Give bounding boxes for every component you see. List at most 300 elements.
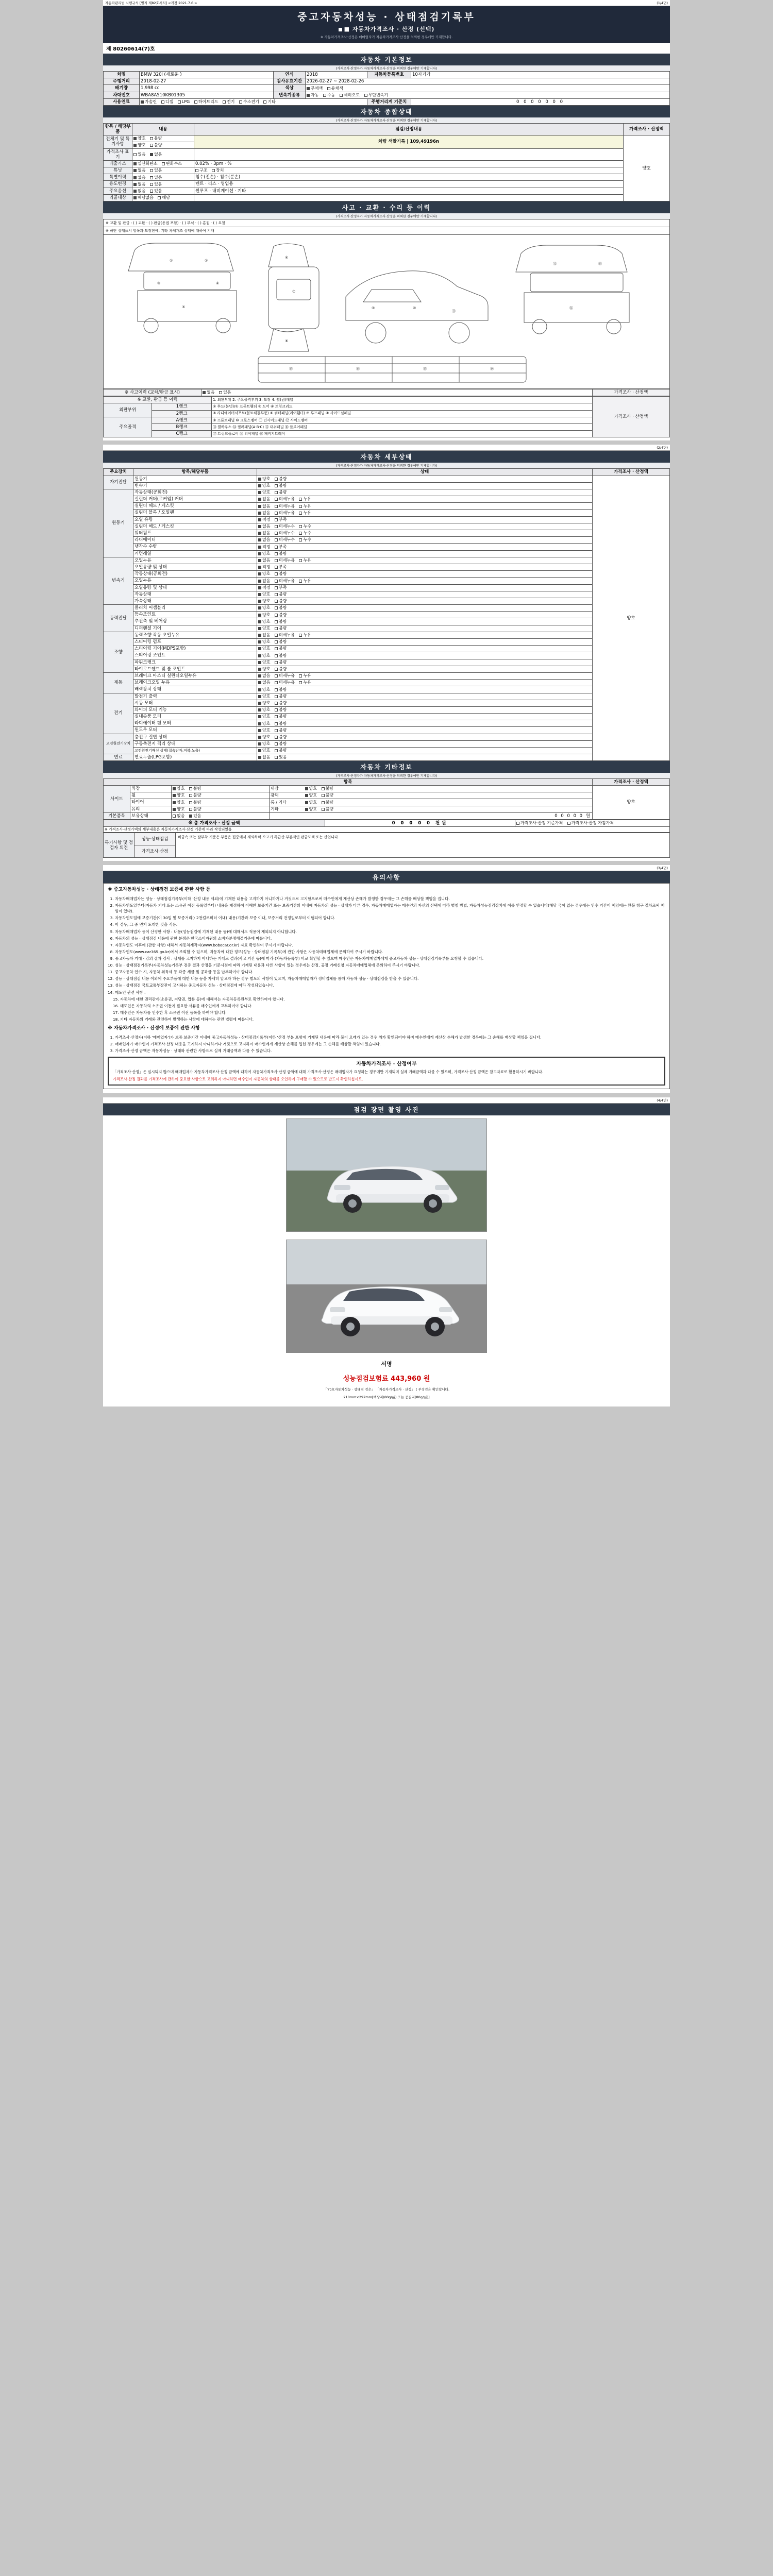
checkbox-power-3-a[interactable]: 양호	[258, 626, 270, 631]
checkbox-engine-7-c[interactable]: 누수	[299, 537, 311, 543]
checkbox-icon	[189, 794, 192, 797]
opts-overall-2	[132, 148, 194, 160]
checkbox-engine-3-a[interactable]: 없음	[258, 511, 270, 516]
checkbox-tuning-device[interactable]: 장치	[212, 168, 224, 173]
checkbox-trans2-4-b[interactable]: 부족	[275, 585, 287, 590]
checkbox-overall-1-0[interactable]: 양호	[133, 143, 145, 148]
checkbox-icon	[299, 559, 302, 562]
checkbox-elec-0-b[interactable]: 불량	[275, 694, 287, 699]
row-label-overall-2: 가격조사 표기	[104, 148, 132, 160]
checkbox-icon	[133, 196, 137, 199]
group-transmission: 변속기	[104, 557, 133, 604]
label-odometer: 주행거리계 기준치	[367, 98, 411, 105]
car-damage-diagram[interactable]	[103, 234, 670, 389]
checkbox-engine-2-a[interactable]: 없음	[258, 504, 270, 509]
checkbox-overall-6-1[interactable]: 있음	[150, 182, 162, 187]
checkbox-trans2-3-b[interactable]: 미세누유	[275, 579, 295, 584]
checkbox-other-0b-b[interactable]: 불량	[322, 786, 333, 791]
group-frame: 주요골격	[104, 417, 152, 437]
checkbox-elec-3-a[interactable]: 양호	[258, 714, 270, 719]
section-note-basic: (가격조사·산정자가 자동차가격조사·산정을 의뢰한 경우에만 기재합니다)	[103, 65, 670, 71]
item-engine-7: 라디에이터	[133, 537, 257, 544]
col-overall-1: 내용	[132, 123, 194, 135]
checkbox-overall-3-0[interactable]: 일산화탄소	[133, 161, 158, 166]
checkbox-power-1-b[interactable]: 불량	[275, 613, 287, 618]
checkbox-brake-1-c[interactable]: 누유	[299, 680, 311, 685]
checkbox-engine-0-a[interactable]: 양호	[258, 490, 270, 495]
checkbox-power-3-b[interactable]: 불량	[275, 626, 287, 631]
checkbox-elec-5-b[interactable]: 불량	[275, 728, 287, 733]
checkbox-trans2-5-a[interactable]: 양호	[258, 592, 270, 597]
item-other-2: 타이어	[130, 799, 172, 806]
checkbox-elec-2-b[interactable]: 불량	[275, 707, 287, 713]
checkbox-other-1-b[interactable]: 불량	[189, 793, 201, 798]
checkbox-hv-2-b[interactable]: 불량	[275, 748, 287, 753]
checkbox-icon	[263, 100, 266, 104]
checkbox-icon	[258, 715, 261, 718]
checkbox-trans2-0-c[interactable]: 누유	[299, 558, 311, 563]
checkbox-engine-6-a[interactable]: 없음	[258, 531, 270, 536]
checkbox-fuelleak-b[interactable]: 있음	[275, 755, 287, 760]
checkbox-overall-5-1[interactable]: 있음	[150, 175, 162, 180]
notice-item: 6. 자동차의 성능 · 상태점검 내용에 관한 분쟁은 한국소비자원의 소비자분쟁해결기준에 따릅니다.	[115, 936, 665, 941]
checkbox-tuning-structure[interactable]: 구조	[195, 168, 207, 173]
checkbox-elec-1-b[interactable]: 불량	[275, 701, 287, 706]
group-highvoltage: 고전원전기장치	[104, 734, 133, 754]
checkbox-engine-8-a[interactable]: 적정	[258, 545, 270, 550]
page-subtitle: ■ 자동차가격조사 · 산정 (선택)	[103, 25, 670, 33]
price-value: 443,960 원	[391, 1375, 430, 1383]
checkbox-icon	[305, 808, 308, 811]
notice-box	[103, 883, 670, 1089]
value-overall-2	[194, 148, 624, 160]
checkbox-icon	[258, 647, 261, 650]
checkbox-selfdiag-0-bad[interactable]: 불량	[275, 477, 287, 482]
checkbox-elec-3-b[interactable]: 불량	[275, 714, 287, 719]
checkbox-icon	[275, 546, 278, 549]
checkbox-engine-8-b[interactable]: 부족	[275, 545, 287, 550]
checkbox-overall-0-0[interactable]: 양호	[133, 136, 145, 141]
checkbox-engine-6-c[interactable]: 누수	[299, 531, 311, 536]
checkbox-basic-yes[interactable]: 있음	[189, 814, 201, 819]
checkbox-icon	[275, 559, 278, 562]
opts-overall-1	[132, 142, 194, 148]
svg-text:②: ②	[205, 259, 208, 263]
checkbox-steer-4-b[interactable]: 불량	[275, 660, 287, 665]
table-exchange-history	[103, 396, 670, 437]
item-elec-2: 와이퍼 모터 기능	[133, 706, 257, 713]
checkbox-overall-4-0[interactable]: 없음	[133, 168, 145, 173]
opts-fuel-0	[257, 754, 593, 760]
checkbox-engine-4-a[interactable]: 적정	[258, 517, 270, 522]
checkbox-other-3-a[interactable]: 양호	[173, 807, 184, 812]
opts-trans-2	[257, 571, 593, 578]
page3-header-bar	[103, 865, 670, 871]
checkbox-icon	[516, 822, 519, 825]
checkbox-engine-0-b[interactable]: 불량	[275, 490, 287, 495]
checkbox-icon	[275, 478, 278, 481]
checkbox-icon	[299, 505, 302, 508]
checkbox-steer-4-a[interactable]: 양호	[258, 660, 270, 665]
checkbox-engine-3-c[interactable]: 누유	[299, 511, 311, 516]
checkbox-icon	[275, 586, 278, 589]
checkbox-brake-1-a[interactable]: 없음	[258, 680, 270, 685]
checkbox-icon	[322, 794, 325, 797]
checkbox-other-2-b[interactable]: 불량	[189, 800, 201, 805]
opts-steer-4	[257, 659, 593, 666]
checkbox-icon	[275, 688, 278, 691]
checkbox-power-1-a[interactable]: 양호	[258, 613, 270, 618]
row-label-overall-3: 배출가스	[104, 160, 132, 167]
rank-frame-b: B랭크	[152, 423, 212, 430]
value-overall-odo: 차량 색깔기록 | 109,49196n	[194, 135, 624, 148]
title-description: ※ 자동차가격조사·산정은 매매업자가 자동차가격조사·산정을 의뢰한 경우에만 기재합니다.	[320, 35, 453, 39]
row-label-overall-0: 전체기 및 특기사항	[104, 135, 132, 148]
checkbox-other-1-a[interactable]: 양호	[173, 793, 184, 798]
opts-engine-9	[257, 550, 593, 557]
checkbox-trans2-3-a[interactable]: 없음	[258, 579, 270, 584]
item-trans-4: 오일유량 및 상태	[133, 584, 257, 591]
checkbox-steer-1-a[interactable]: 양호	[258, 639, 270, 645]
col-overall-2: 점검/산정내용	[194, 123, 624, 135]
checkbox-icon	[258, 580, 261, 583]
checkbox-icon	[299, 532, 302, 535]
checkbox-icon	[258, 722, 261, 725]
checkbox-hv-1-b[interactable]: 불량	[275, 741, 287, 747]
checkbox-other-3b-b[interactable]: 불량	[322, 807, 333, 812]
table-total-price	[103, 820, 670, 833]
checkbox-hv-0-b[interactable]: 불량	[275, 735, 287, 740]
checkbox-engine-7-b[interactable]: 미세누수	[275, 537, 295, 543]
checkbox-selfdiag-1-good[interactable]: 양호	[258, 483, 270, 488]
document-number: 제 80260614(7)호	[106, 46, 155, 52]
checkbox-steer-5-b[interactable]: 불량	[275, 667, 287, 672]
item-trans-6: 가속상태	[133, 598, 257, 604]
label-first-reg: 주행거리	[104, 78, 140, 85]
checkbox-icon	[258, 606, 261, 609]
opts-brake-2	[257, 686, 593, 693]
checkbox-color-1[interactable]: 유채색	[327, 86, 343, 91]
checkbox-other-3b-a[interactable]: 양호	[305, 807, 317, 812]
checkbox-icon	[275, 566, 278, 569]
checkbox-other-0-b[interactable]: 불량	[189, 786, 201, 791]
checkbox-trans2-1-b[interactable]: 부족	[275, 565, 287, 570]
checkbox-icon	[258, 729, 261, 732]
checkbox-fuel-3[interactable]: 하이브리드	[194, 99, 219, 105]
checkbox-other-0b-a[interactable]: 양호	[305, 786, 317, 791]
label-year: 연식	[274, 72, 306, 78]
value-color	[306, 85, 670, 92]
item-engine-6: 워터펌프	[133, 530, 257, 537]
checkbox-overall-8-1[interactable]: 해당	[158, 195, 170, 200]
checkbox-fuel-6[interactable]: 기타	[263, 99, 275, 105]
checkbox-power-0-b[interactable]: 불량	[275, 605, 287, 611]
checkbox-steer-3-a[interactable]: 양호	[258, 653, 270, 658]
checkbox-selfdiag-1-bad[interactable]: 불량	[275, 483, 287, 488]
checkbox-icon	[173, 801, 176, 804]
checkbox-steer-1-b[interactable]: 불량	[275, 639, 287, 645]
checkbox-icon	[275, 715, 278, 718]
checkbox-fuel-0[interactable]: 가솔린	[141, 99, 157, 105]
opts-elec-3	[257, 714, 593, 720]
checkbox-engine-9-a[interactable]: 양호	[258, 551, 270, 556]
checkbox-icon	[258, 559, 261, 562]
checkbox-overall-7-0[interactable]: 없음	[133, 189, 145, 194]
checkbox-elec-5-a[interactable]: 양호	[258, 728, 270, 733]
checkbox-steer-5-a[interactable]: 양호	[258, 667, 270, 672]
checkbox-trans2-6-a[interactable]: 양호	[258, 599, 270, 604]
page-4	[103, 1097, 670, 1406]
checkbox-engine-1-a[interactable]: 없음	[258, 497, 270, 502]
item-elec-0: 발전기 출력	[133, 693, 257, 700]
checkbox-hv-1-a[interactable]: 양호	[258, 741, 270, 747]
checkbox-other-0-a[interactable]: 양호	[173, 786, 184, 791]
checkbox-overall-1-1[interactable]: 불량	[150, 143, 162, 148]
checkbox-trans2-4-a[interactable]: 적정	[258, 585, 270, 590]
checkbox-overall-0-1[interactable]: 불량	[150, 136, 162, 141]
checkbox-icon	[275, 681, 278, 684]
checkbox-icon	[307, 94, 310, 97]
label-displacement: 배기량	[104, 85, 140, 92]
checkbox-steer-0-c[interactable]: 누유	[299, 633, 311, 638]
opts-brake-1	[257, 680, 593, 686]
checkbox-icon	[275, 627, 278, 630]
checkbox-fuel-4[interactable]: 전기	[223, 99, 234, 105]
accident-legend-2: ※ 하단 상태표시 항목과 도장판에, 기타 차체개조 상태에 대하여 기재	[103, 227, 670, 234]
group-outer-panel: 외판부위	[104, 403, 152, 417]
item-engine-4: 오일 유량	[133, 516, 257, 523]
checkbox-icon	[299, 674, 302, 677]
checkbox-icon	[189, 787, 192, 790]
value-overall-7: 썬루프 · 내비게이션 · 기타	[194, 188, 624, 194]
opts-trans-4	[257, 584, 593, 591]
checkbox-overall-8-0[interactable]: 해당없음	[133, 195, 154, 200]
checkbox-trans2-2-a[interactable]: 양호	[258, 571, 270, 577]
opts-accident-history	[201, 389, 593, 396]
checkbox-brake-0-c[interactable]: 누유	[299, 673, 311, 679]
warning-body: 「가격조사·산정」은 실시되지 않으며 매매업자가 자동차가격조사·산정 금액에 대하여 자동차가격조사·산정 금액에 대해 가격조사·산정은 매매업자가 요청하는 경우에만 기재되며 실제 거래금액과 다를 수 있으며, 가격조사·산정 금액은 참고자료로 활용하시기 바랍니다.	[113, 1069, 544, 1074]
checkbox-total-adjust[interactable]: 가격조사·산정 가감가격	[567, 821, 614, 826]
checkbox-engine-1-b[interactable]: 미세누유	[275, 497, 295, 502]
checkbox-trans2-3-c[interactable]: 누유	[299, 579, 311, 584]
checkbox-icon	[275, 614, 278, 617]
checkbox-brake-1-b[interactable]: 미세누유	[275, 680, 295, 685]
checkbox-icon	[133, 176, 137, 179]
checkbox-brake-0-a[interactable]: 없음	[258, 673, 270, 679]
svg-text:⑭: ⑭	[569, 306, 573, 310]
checkbox-brake-2-a[interactable]: 양호	[258, 687, 270, 692]
notice-item: 1. 자동차매매업자는 성능 · 상태점검기록부(이하 '산정 내용 제외)에 기재한 내용을 고지하지 아니하거나 거짓으로 고지함으로써 매수인에게 재산상 손해가 발생한 경우에는 그 손해를 배상할 책임을 집니다.	[115, 896, 665, 902]
checkbox-overall-2-0[interactable]: 있음	[133, 152, 145, 157]
checkbox-engine-2-b[interactable]: 미세누유	[275, 504, 295, 509]
opts-hv-2	[257, 748, 593, 754]
checkbox-other-2b-a[interactable]: 양호	[305, 800, 317, 805]
checkbox-power-0-a[interactable]: 양호	[258, 605, 270, 611]
checkbox-fuel-5[interactable]: 수소전기	[239, 99, 259, 105]
checkbox-engine-1-c[interactable]: 누유	[299, 497, 311, 502]
checkbox-trans2-0-b[interactable]: 미세누유	[275, 558, 295, 563]
label-exchange-price-head: 가격조사 · 산정액	[593, 397, 670, 437]
group-powertrain: 동력전달	[104, 605, 133, 632]
checkbox-color-0[interactable]: 무채색	[307, 86, 323, 91]
opts-steer-3	[257, 652, 593, 659]
checkbox-basic-none[interactable]: 없음	[173, 814, 184, 819]
label-other-3b: 기타	[271, 806, 279, 811]
checkbox-other-1b-a[interactable]: 양호	[305, 793, 317, 798]
checkbox-fuelleak-a[interactable]: 없음	[258, 755, 270, 760]
checkbox-hv-0-a[interactable]: 양호	[258, 735, 270, 740]
notice-heading-2: ※ 자동차가격조사 · 산정에 보증에 관한 사항	[108, 1026, 200, 1031]
opts-engine-7	[257, 537, 593, 544]
inspection-insurance-fee	[103, 1370, 670, 1386]
section-band-other: 자동차 기타정보	[103, 761, 670, 773]
checkbox-overall-2-1[interactable]: 없음	[150, 152, 162, 157]
checkbox-engine-9-b[interactable]: 불량	[275, 551, 287, 556]
section-note-other: (가격조사·산정자가 자동차가격조사·산정을 의뢰한 경우에만 기재합니다)	[103, 773, 670, 778]
checkbox-overall-3-1[interactable]: 탄화수소	[162, 161, 182, 166]
checkbox-elec-4-a[interactable]: 양호	[258, 721, 270, 726]
checkbox-icon	[258, 586, 261, 589]
checkbox-icon	[212, 169, 215, 172]
value-overall-8	[194, 194, 624, 201]
checkbox-engine-5-b[interactable]: 미세누수	[275, 524, 295, 529]
photo-car-front-svg	[287, 1119, 487, 1232]
price-survey-warning-box	[108, 1057, 665, 1086]
checkbox-elec-0-a[interactable]: 양호	[258, 694, 270, 699]
col-overall-0: 항목 / 해당부품	[104, 123, 132, 135]
checkbox-icon	[275, 722, 278, 725]
checkbox-icon	[327, 87, 330, 90]
checkbox-trans-1[interactable]: 수동	[323, 93, 335, 98]
item-elec-3: 실내송풍 모터	[133, 714, 257, 720]
svg-text:⑥: ⑥	[285, 256, 289, 260]
inspection-photo-front[interactable]	[286, 1118, 487, 1232]
checkbox-elec-1-a[interactable]: 양호	[258, 701, 270, 706]
checkbox-icon	[158, 196, 161, 199]
checkbox-overall-4-1[interactable]: 있음	[150, 168, 162, 173]
checkbox-icon	[258, 518, 261, 521]
checkbox-icon	[275, 729, 278, 732]
checkbox-overall-7-1[interactable]: 있음	[150, 189, 162, 194]
checkbox-engine-5-a[interactable]: 없음	[258, 524, 270, 529]
table-remarks	[103, 833, 670, 858]
checkbox-trans2-6-b[interactable]: 불량	[275, 599, 287, 604]
label-color: 색상	[274, 85, 306, 92]
checkbox-other-3-b[interactable]: 불량	[189, 807, 201, 812]
checkbox-icon	[305, 787, 308, 790]
checkbox-accident-none[interactable]: 없음	[203, 390, 214, 395]
checkbox-steer-2-a[interactable]: 양호	[258, 646, 270, 651]
checkbox-overall-6-0[interactable]: 없음	[133, 182, 145, 187]
checkbox-icon	[275, 674, 278, 677]
checkbox-icon	[275, 580, 278, 583]
checkbox-selfdiag-0-good[interactable]: 양호	[258, 477, 270, 482]
page-mark-3: (3/4면)	[657, 866, 668, 871]
checkbox-icon	[141, 100, 144, 104]
checkbox-icon	[275, 668, 278, 671]
checkbox-steer-3-b[interactable]: 불량	[275, 653, 287, 658]
checkbox-engine-2-c[interactable]: 누유	[299, 504, 311, 509]
checkbox-fuel-1[interactable]: 디젤	[161, 99, 173, 105]
checkbox-trans-3[interactable]: 무단변속기	[364, 93, 389, 98]
opts-selfdiag-0	[257, 476, 593, 482]
opts-hv-1	[257, 740, 593, 747]
checkbox-icon	[258, 681, 261, 684]
item-engine-2: 실린더 헤드 / 게스킷	[133, 503, 257, 510]
item-power-3: 디퍼렌셜 기어	[133, 625, 257, 632]
signature-label: 서명	[381, 1361, 392, 1368]
checkbox-engine-6-b[interactable]: 미세누수	[275, 531, 295, 536]
notice-item: 3. 자동차인도일에 보증기간(이 30일 및 보증거리(: 2천킬로미터 이내) 내용(기간과 보증 이내, 보증거리 건정일로부터 이행되어 합니다.	[115, 915, 665, 921]
checkbox-trans2-1-a[interactable]: 적정	[258, 565, 270, 570]
checkbox-icon	[258, 702, 261, 705]
warning-title: 자동차가격조사 · 산정여부	[356, 1061, 417, 1067]
checkbox-steer-0-a[interactable]: 없음	[258, 633, 270, 638]
checkbox-icon	[322, 787, 325, 790]
checkbox-hv-2-a[interactable]: 양호	[258, 748, 270, 753]
checkbox-other-2-a[interactable]: 양호	[173, 800, 184, 805]
svg-text:③: ③	[157, 281, 161, 285]
inspection-photo-rear[interactable]	[286, 1240, 487, 1353]
checkbox-engine-7-a[interactable]: 없음	[258, 537, 270, 543]
checkbox-icon	[258, 742, 261, 745]
checkbox-trans2-0-a[interactable]: 없음	[258, 558, 270, 563]
checkbox-trans-0[interactable]: 자동	[307, 93, 318, 98]
group-brake: 제동	[104, 672, 133, 693]
label-basic-items: 기본품목	[104, 812, 130, 819]
page-mark-2: (2/4면)	[657, 446, 668, 450]
opts-steer-5	[257, 666, 593, 672]
checkbox-steer-2-b[interactable]: 불량	[275, 646, 287, 651]
notice-item: 18. 기타 자동차의 거래와 관련하여 발생하는 사항에 대하여는 관련 법령에 따릅니다.	[120, 1016, 665, 1022]
row-label-overall-4: 튜닝	[104, 167, 132, 174]
checkbox-icon	[275, 552, 278, 555]
note-total: ※ 가격조사·산정가액의 세부내용은 자동차가격조사·산정 기준에 따라 작성되었음	[104, 827, 670, 833]
checkbox-trans-2[interactable]: 세미오토	[340, 93, 360, 98]
checkbox-trans2-5-b[interactable]: 불량	[275, 592, 287, 597]
checkbox-power-2-a[interactable]: 양호	[258, 619, 270, 624]
checkbox-other-2b-b[interactable]: 불량	[322, 800, 333, 805]
checkbox-icon	[150, 176, 153, 179]
opts-steer-0	[257, 632, 593, 638]
item-brake-2: 배력장치 상태	[133, 686, 257, 693]
checkbox-total-base[interactable]: 가격조사·산정 기준가격	[516, 821, 563, 826]
opts-elec-2	[257, 706, 593, 713]
checkbox-brake-2-b[interactable]: 불량	[275, 687, 287, 692]
checkbox-steer-0-b[interactable]: 미세누유	[275, 633, 295, 638]
checkbox-elec-2-a[interactable]: 양호	[258, 707, 270, 713]
notice-item: 16. 매도인은 자동차의 소유권 이전에 필요한 서류를 매수인에게 교부하여야 합니다.	[120, 1003, 665, 1009]
item-hv-2: 고전원전기배선 상태(접속단자,피복,노출)	[133, 748, 257, 754]
checkbox-power-2-b[interactable]: 불량	[275, 619, 287, 624]
checkbox-trans2-2-b[interactable]: 불량	[275, 571, 287, 577]
checkbox-brake-0-b[interactable]: 미세누유	[275, 673, 295, 679]
checkbox-icon	[322, 801, 325, 804]
checkbox-icon	[275, 512, 278, 515]
checkbox-icon	[275, 742, 278, 745]
checkbox-engine-3-b[interactable]: 미세누유	[275, 511, 295, 516]
checkbox-overall-5-0[interactable]: 없음	[133, 175, 145, 180]
checkbox-engine-5-c[interactable]: 누수	[299, 524, 311, 529]
section-band-photo: 점검 장면 촬영 사진	[103, 1104, 670, 1115]
checkbox-engine-4-b[interactable]: 부족	[275, 517, 287, 522]
checkbox-icon	[258, 491, 261, 494]
checkbox-other-1b-b[interactable]: 불량	[322, 793, 333, 798]
page-footer-note: 「ㅜ)호자동차성능 · 상태점 검은」 「자동차가격조사 · 산정」 ( 부정검은 확인합니다.	[323, 1387, 450, 1392]
checkbox-accident-yes[interactable]: 있음	[219, 390, 231, 395]
checkbox-elec-4-b[interactable]: 불량	[275, 721, 287, 726]
checkbox-fuel-2[interactable]: LPG	[178, 99, 190, 105]
